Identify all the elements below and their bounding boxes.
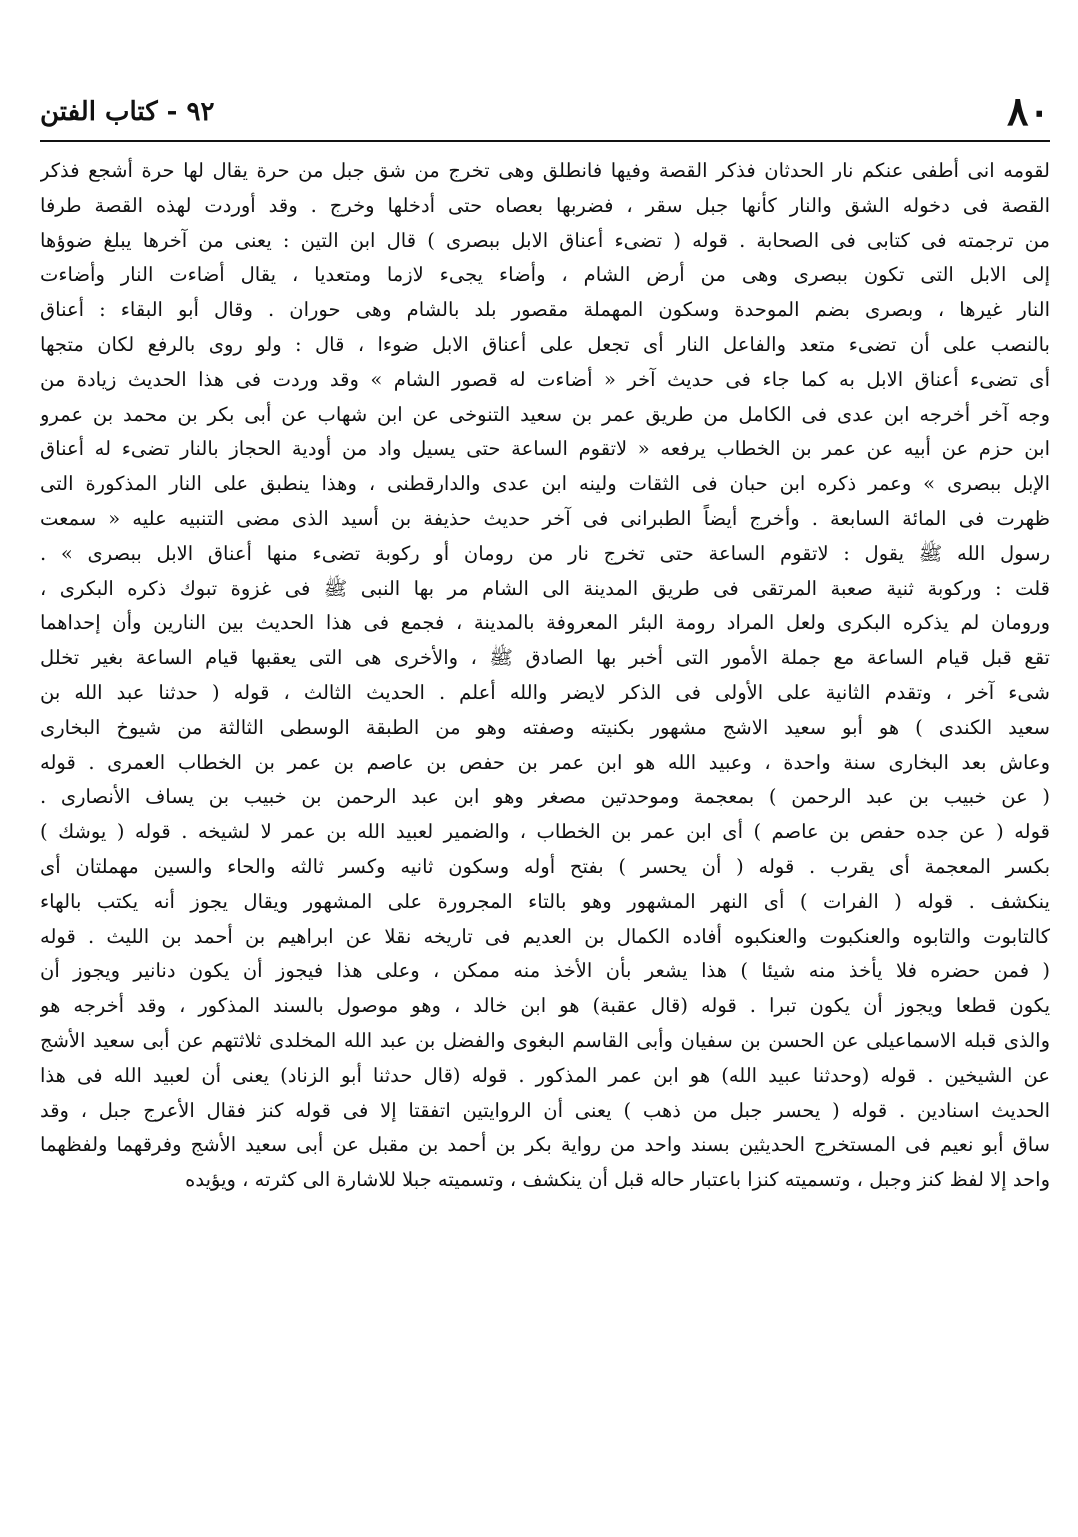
text-line: النار غيرها ، وبصرى بضم الموحدة وسكون المهملة مقصور بلد بالشام وهى حوران . وقال أبو البقاء : أعناق — [40, 298, 1050, 322]
text-line: وجه آخر أخرجه ابن عدى فى الكامل من طريق عمر بن سعيد التنوخى عن ابن شهاب عن أبى بكر بن محمد بن عمرو — [40, 402, 1050, 426]
text-line: بالنصب على أن تضىء متعد والفاعل النار أى تجعل على أعناق الابل ضوءا ، قال : ولو روى بالرفع لكان متجها — [40, 332, 1050, 356]
page-header — [40, 88, 1050, 140]
text-line: ساق أبو نعيم فى المستخرج الحديثين بسند واحد من رواية بكر بن أحمد بن مقبل عن أبى سعيد الأشج وفرقهما ولفظهما — [40, 1133, 1050, 1157]
text-line: من ترجمته فى كتابى فى الصحابة . قوله ( تضىء أعناق الابل ببصرى ) قال ابن التين : يعنى من آخرها يبلغ ضوؤها — [40, 228, 1050, 252]
text-line: الحديث اسنادين . قوله ( يحسر جبل من ذهب ) يعنى أن الروايتين اتفقتا إلا فى قوله كنز فقال الأعرج جبل ، وقد — [40, 1098, 1050, 1122]
text-line: يكون قطعا ويجوز أن يكون تبرا . قوله (قال عقبة) هو ابن خالد ، وهو موصول بالسند المذكور ، وقد أخرجه هو — [40, 994, 1050, 1018]
text-line: إلى الابل التى تكون ببصرى وهى من أرض الشام ، وأضاء يجىء لازما ومتعديا ، يقال أضاءت النار وأضاءت — [40, 263, 1050, 287]
text-line: ابن حزم عن أبيه عن عمر بن الخطاب يرفعه « لاتقوم الساعة حتى يسيل واد من أودية الحجاز بالنار تضىء له أعناق — [40, 437, 1050, 461]
text-line: وعاش بعد البخارى سنة واحدة ، وعبيد الله هو ابن عمر بن حفص بن عاصم بن عمر بن الخطاب العمرى . قوله — [40, 750, 1050, 774]
header-rule — [40, 140, 1050, 142]
text-line: قوله ( عن جده حفص بن عاصم ) أى ابن عمر بن الخطاب ، والضمير لعبيد الله بن عمر لا لشيخه . قوله ( يوشك ) — [40, 820, 1050, 844]
text-line: ( فمن حضره فلا يأخذ منه شيئا ) هذا يشعر بأن الأخذ منه ممكن ، وعلى هذا فيجوز أن يكون دنانير ويجوز أن — [40, 959, 1050, 983]
text-line: قلت : وركوبة ثنية صعبة المرتقى فى طريق المدينة الى الشام مر بها النبى ﷺ فى غزوة تبوك ذكره البكرى ، — [40, 576, 1050, 600]
text-line: أى تضىء أعناق الابل به كما جاء فى حديث آخر « أضاءت له قصور الشام » وقد وردت فى هذا الحديث زيادة من — [40, 367, 1050, 391]
text-line: عن الشيخين . قوله (وحدثنا عبيد الله) هو ابن عمر المذكور . قوله (قال حدثنا أبو الزناد) يعنى أن لعبيد الله فى هذا — [40, 1063, 1050, 1087]
page-number: ٨٠ — [1007, 88, 1050, 135]
text-line: كالتابوت والتابوه والعنكبوت والعنكبوه أفاده الكمال بن العديم فى تاريخه نقلا عن ابراهيم بن أحمد بن الليث . قوله — [40, 924, 1050, 948]
running-title: ٩٢ - كتاب الفتن — [40, 97, 215, 127]
text-line: ظهرت فى المائة السابعة . وأخرج أيضاً الطبرانى فى آخر حديث حذيفة بن أسيد الذى مضى التنبيه عليه « سمعت — [40, 506, 1050, 530]
text-line: ( عن خبيب بن عبد الرحمن ) بمعجمة وموحدتين مصغر وهو ابن عبد الرحمن بن خبيب بن يساف الأنصارى . — [40, 785, 1050, 809]
text-line: والذى قبله الاسماعيلى عن الحسن بن سفيان وأبى القاسم البغوى والفضل بن عبد الله المخلدى ثلاثتهم عن أبى سعيد الأشج — [40, 1028, 1050, 1052]
text-line: تقع قبل قيام الساعة مع جملة الأمور التى أخبر بها الصادق ﷺ ، والأخرى هى التى يعقبها قيام الساعة بغير تخلل — [40, 646, 1050, 670]
body-text — [40, 154, 1050, 1198]
text-line: سعيد الكندى ) هو أبو سعيد الاشج مشهور بكنيته وصفته وهو من الطبقة الوسطى الثالثة من شيوخ البخارى — [40, 715, 1050, 739]
text-line: لقومه انى أطفى عنكم نار الحدثان فذكر القصة وفيها فانطلق وهى تخرج من شق جبل من حرة يقال لها حرة أشجع فذكر — [40, 159, 1050, 182]
text-line: واحد إلا لفظ كنز وجبل ، وتسميته كنزا باعتبار حاله قبل أن ينكشف ، وتسميته جبلا للاشارة الى كثرته ، ويؤيده — [185, 1168, 1050, 1192]
text-line: ينكشف . قوله ( الفرات ) أى النهر المشهور وهو بالتاء المجرورة على المشهور ويقال يجوز أنه يكتب بالهاء — [40, 889, 1050, 913]
text-line: رسول الله ﷺ يقول : لاتقوم الساعة حتى تخرج نار من رومان أو ركوبة تضىء منها أعناق الابل ببصرى » . — [40, 541, 1050, 565]
text-line: ورومان لم يذكره البكرى ولعل المراد رومة البئر المعروفة بالمدينة ، فجمع فى هذا الحديث بين النارين وأن إحداهما — [40, 611, 1050, 635]
text-line: الإبل ببصرى » وعمر ذكره ابن حبان فى الثقات ولينه ابن عدى والدارقطنى ، وهذا ينطبق على النار المذكورة التى — [40, 472, 1050, 496]
text-line: بكسر المعجمة أى يقرب . قوله ( أن يحسر ) بفتح أوله وسكون ثانيه وكسر ثالثه والحاء والسين مهملتان أى — [40, 854, 1050, 878]
text-line: القصة فى دخوله الشق والنار كأنها جبل سقر ، فضربها بعصاه حتى أدخلها وخرج . وقد أوردت لهذه القصة طرفا — [40, 193, 1050, 217]
text-line: شىء آخر ، وتقدم الثانية على الأولى فى الذكر لايضر والله أعلم . الحديث الثالث ، قوله ( حدثنا عبد الله بن — [40, 680, 1050, 704]
